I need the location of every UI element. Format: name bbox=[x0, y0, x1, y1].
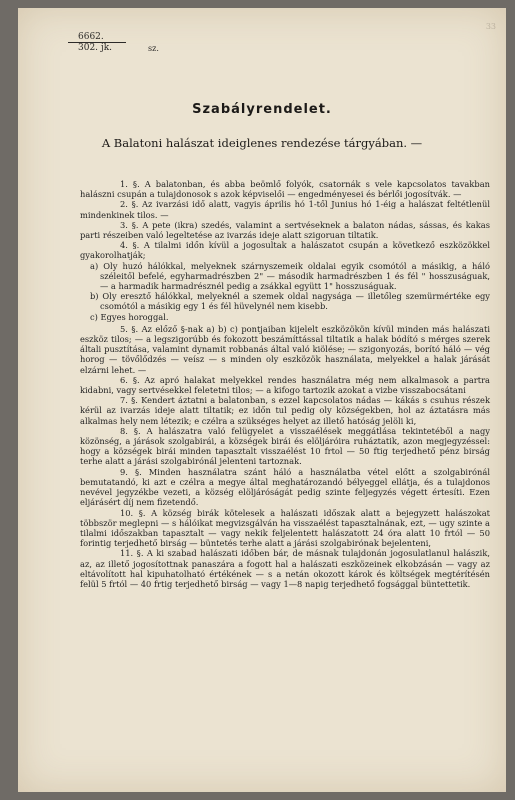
document-subtitle: A Balatoni halászat ideiglenes rendezése tárgyában. — bbox=[101, 136, 423, 150]
paragraph-6: 6. §. Az apró halakat melyekkel rendes használatra még nem alkalmasok a partra kidabni, vagy sertvésekkel feletetni tilos; — a kifogo tartozik azokat a vizbe visszabocsátani bbox=[80, 374, 490, 396]
paragraph-7: 7. §. Kendert áztatni a balatonban, s ezzel kapcsolatos nádas — kákás s csuhus részek kérül az ivarzás ideje alatt tiltatik; ez időn tul pedig oly községekben, hol az áztatásra más alkalmas hely nem létezik; e czélra a szükséges helyet az illető hatóság jelöli ki, bbox=[80, 395, 490, 426]
item-b: b) Oly eresztő hálókkal, melyeknél a szemek oldal nagysága — illetőleg szemürmértéke egy csomótól a másikig egy 1 és fél hüvelynél nem kisebb. bbox=[90, 291, 490, 312]
paragraph-8: 8. §. A halászatra való felügyelet a visszaélések meggátlása tekintetéből a nagy közönség, a járások szolgabirái, a községek birái és elöljáróira ruháztatik, azon megjegyzéssel: hogy a községek birái minden tapasztalt visszaélést 10 frtol — 50 ftig terjedhető pénz birság terhe alatt a járási szolgabirónál jelenteni tartoznak. bbox=[80, 425, 490, 467]
paragraph-4: 4. §. A tilalmi időn kívül a jogosultak a halászatot csupán a következő eszközökkel gyakorolhatják; bbox=[80, 240, 490, 261]
paragraph-2: 2. §. Az ivarzási idő alatt, vagyis április hó 1-től Junius hó 1-éig a halászat feltétlenül mindenkinek tilos. — bbox=[80, 199, 490, 220]
paragraph-11: 11. §. A ki szabad halászati időben bár, de másnak tulajdonán jogosulatlanul halászik, az, az illető jogosítottnak panaszára a fogott hal a halászati eszközeinek elkobzásán — vagy az eltávolított hal kipuhatolható értékének — s a netán okozott károk és költségek megtérítésén felül 5 frtól — 40 frtig terjedhető birság — vagy 1—8 napig terjedhető fogsággal büntettetik. bbox=[80, 548, 490, 589]
document-page bbox=[18, 8, 506, 792]
paragraph-3: 3. §. A pete (ikra) szedés, valamint a sertvéseknek a balaton nádas, sássas, és kakas parti részeiben való legeltetése az ivarzás ideje alatt szigoruan tiltatik. bbox=[80, 219, 490, 241]
registry-number bbox=[68, 32, 159, 53]
registry-sz: sz. bbox=[148, 44, 159, 53]
item-c: c) Egyes horoggal. bbox=[90, 311, 169, 322]
paragraph-9: 9. §. Minden használatra szánt háló a használatba vétel előtt a szolgabirónál bemutatandó, ki azt e czélra a megye által meghatározandó bélyeggel ellátja, és a tulajdonos nevével jegyzékbe vezeti, a község elöljáróságát pedig szinte feljegyzés végett értesíti. Ezen eljárásért díj nem fizetendő. bbox=[80, 466, 490, 508]
corner-mark: 33 bbox=[485, 22, 496, 31]
registry-id: 6662. bbox=[68, 32, 126, 43]
paragraph-5: 5. §. Az előző §-nak a) b) c) pontjaiban kijelelt eszközökön kívül minden más halászati eszköz tilos; — a legszigorúbb és fokozott beszámíttással tiltatik a halak bódító s mérges szerek általi pusztítása, valamint dynamit robbanás által való kiölése; — szigonyozás, borító háló — vég horog — tövőlődzés — veísz — s minden oly eszközök használata, melyekkel a halak járását elzárni lehet. — bbox=[80, 323, 490, 375]
document-title: Szabályrendelet. bbox=[192, 102, 332, 117]
registry-jk: 302. jk. bbox=[78, 43, 113, 53]
paragraph-10: 10. §. A község birák kötelesek a halászati időszak alatt a bejegyzett halászokat többször meglepni — s hálóikat megvizsgálván ha visszaélést tapasztalnának, ezt, — ugy szinte a tilalmi időszakban tapasztalt — vagy nekik feljelentett halászatott 24 óra alatt 10 frtól — 50 forintig terjedhető birság — büntetés terhe alatt a járási szolgabirónak bejelenteni, bbox=[80, 507, 490, 549]
document-body bbox=[80, 179, 490, 589]
item-a: a) Oly huzó hálókkal, melyeknek szárnyszemeik oldalai egyik csomótól a másikig, a háló széleitől befelé, egyharmadrészben 2" — második harmadrészben 1 és fél " hosszuságuak, — a harmadik harmadrésznél pedig a zsákkal együtt 1" hosszuságuak. bbox=[90, 260, 490, 292]
paragraph-1: 1. §. A balatonban, és abba beömlő folyók, csatornák s vele kapcsolatos tavakban halászni csupán a tulajdonosok s azok képviselői — engedményesei és bérlői jogosítvák. — bbox=[80, 179, 490, 200]
